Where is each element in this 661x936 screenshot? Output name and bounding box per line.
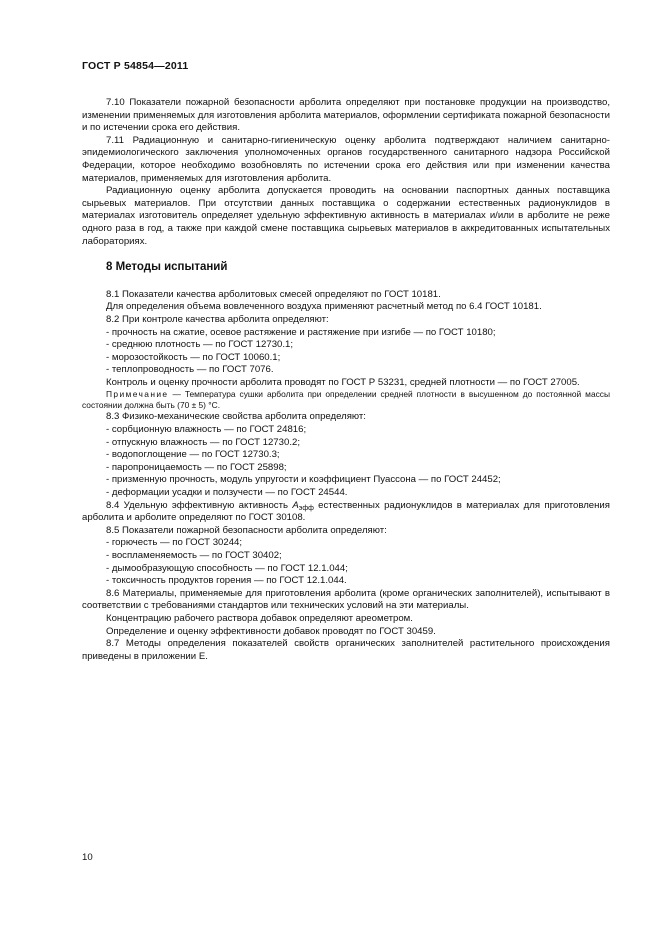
document-body — [82, 97, 610, 663]
paragraph-8-4-after: естественных радионуклидов в материалах для приготовления арболита и арболите определяют по ГОСТ 30108. — [82, 499, 610, 524]
list-item: - деформации усадки и ползучести — по ГОСТ 24544. — [106, 487, 348, 499]
paragraph-8-1-air: Для определения объема вовлеченного воздуха применяют расчетный метод по 6.4 ГОСТ 10181. — [106, 301, 542, 313]
list-item: - паропроницаемость — по ГОСТ 25898; — [106, 461, 287, 473]
paragraph-7-11: 7.11 Радиационную и санитарно-гигиеническую оценку арболита подтверждают наличием санитарно-эпидемиологического заключения уполномоченных органов государственного санитарного надзора Российской Федерации, которое необходимо возобновлять по истечении срока его действия или при изменении качества материалов, применяемых для изготовления арболита. — [82, 134, 610, 184]
paragraph-8-5: 8.5 Показатели пожарной безопасности арболита определяют: — [106, 524, 387, 536]
list-item: - среднюю плотность — по ГОСТ 12730.1; — [106, 339, 294, 351]
note-text: — Температура сушки арболита при определении средней плотности в высушенном до постоянной массы состоянии должна быть (70 ± 5) °С. — [82, 389, 610, 411]
paragraph-8-2-control: Контроль и оценку прочности арболита проводят по ГОСТ Р 53231, средней плотности — по ГОСТ 27005. — [106, 376, 580, 388]
note-label: Примечание — [106, 389, 169, 400]
section-8-title: 8 Методы испытаний — [106, 261, 228, 274]
list-item: - отпускную влажность — по ГОСТ 12730.2; — [106, 436, 300, 448]
list-item: - прочность на сжатие, осевое растяжение и растяжение при изгибе — по ГОСТ 10180; — [106, 326, 496, 338]
list-item: - сорбционную влажность — по ГОСТ 24816; — [106, 424, 307, 436]
page-number: 10 — [82, 852, 93, 863]
list-item: - токсичность продуктов горения — по ГОСТ 12.1.044. — [106, 575, 347, 587]
list-item: - дымообразующую способность — по ГОСТ 12.1.044; — [106, 562, 348, 574]
paragraph-8-4-before: 8.4 Удельную эффективную активность — [106, 499, 293, 511]
list-item: - воспламеняемость — по ГОСТ 30402; — [106, 550, 282, 561]
paragraph-8-4 — [82, 500, 610, 525]
list-item: - теплопроводность — по ГОСТ 7076. — [106, 364, 274, 376]
paragraph-radiation-assessment: Радиационную оценку арболита допускается проводить на основании паспортных данных поставщика сырьевых материалов. При отсутствии данных поставщика о содержании естественных радионуклидов в материалах изготовитель определяет удельную эффективную активность в материалах и/или в арболите не реже одного раза в год, а также при каждой смене поставщика сырьевых материалов в аккредитованных испытательных лабораториях. — [82, 185, 610, 247]
paragraph-8-7: 8.7 Методы определения показателей свойств органических заполнителей растительного происхождения приведены в приложении Е. — [82, 638, 610, 662]
paragraph-8-6: 8.6 Материалы, применяемые для приготовления арболита (кроме органических заполнителей), испытывают в соответствии с требованиями стандартов или технических условий на эти материалы. — [82, 587, 610, 612]
paragraph-8-2: 8.2 При контроле качества арболита определяют: — [106, 313, 329, 325]
list-item: - горючесть — по ГОСТ 30244; — [106, 537, 243, 549]
note — [82, 389, 610, 411]
paragraph-7-10: 7.10 Показатели пожарной безопасности арболита определяют при постановке продукции на производство, изменении применяемых для изготовления арболита материалов, оформлении сертификата пожарной безопасности и по истечении срока его действия. — [82, 97, 610, 134]
paragraph-8-3: 8.3 Физико-механические свойства арболита определяют: — [106, 411, 366, 423]
paragraph-8-1: 8.1 Показатели качества арболитовых смесей определяют по ГОСТ 10181. — [106, 288, 441, 300]
list-item: - призменную прочность, модуль упругости и коэффициент Пуассона — по ГОСТ 24452; — [106, 474, 501, 486]
document-header: ГОСТ Р 54854—2011 — [82, 60, 189, 72]
paragraph-8-6-concentration: Концентрацию рабочего раствора добавок определяют ареометром. — [106, 612, 413, 624]
activity-symbol: A — [292, 499, 299, 511]
paragraph-8-6-additives: Определение и оценку эффективности добавок проводят по ГОСТ 30459. — [106, 625, 436, 637]
list-item: - водопоглощение — по ГОСТ 12730.3; — [106, 449, 280, 461]
list-item: - морозостойкость — по ГОСТ 10060.1; — [106, 351, 281, 363]
activity-subscript: эфф — [298, 504, 314, 512]
